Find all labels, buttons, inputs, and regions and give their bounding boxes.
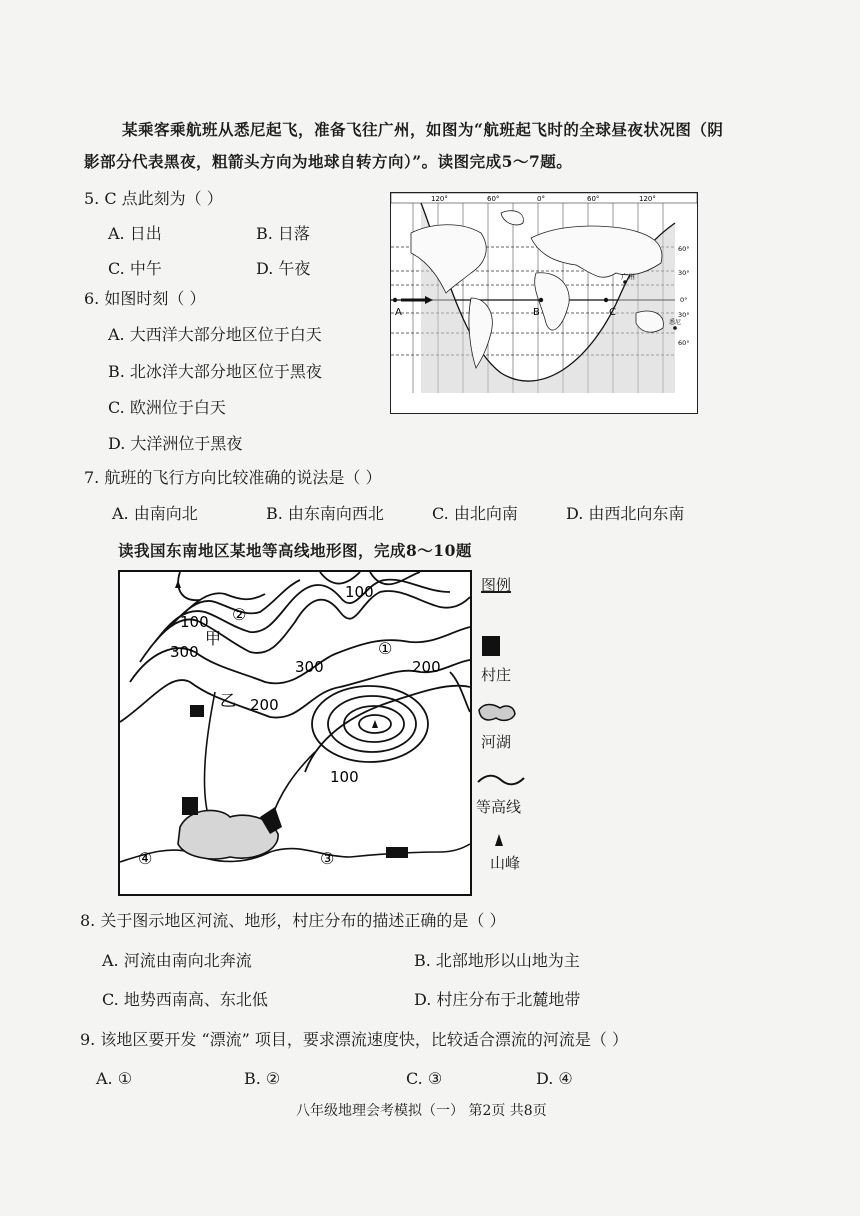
q9-title: 9. 该地区要开发 “漂流” 项目，要求漂流速度快，比较适合漂流的河流是（ ） [80, 1030, 628, 1049]
q5-option-a: A. 日出 [108, 224, 162, 243]
lat-label-60s: 60° [678, 339, 690, 347]
contour-label-100-north: 100 [345, 583, 374, 601]
intro-line-1: 某乘客乘航班从悉尼起飞，准备飞往广州，如图为“航班起飞时的全球昼夜状况图（阴 [122, 120, 724, 139]
point-a-label: A [395, 307, 402, 318]
q6-option-d: D. 大洋洲位于黑夜 [108, 434, 243, 453]
contour-map-svg [120, 572, 470, 894]
village-marker-4 [386, 847, 408, 858]
point-c-label: C [609, 307, 616, 318]
contour-label-300-mid: 300 [295, 658, 324, 676]
q6-option-b: B. 北冰洋大部分地区位于黑夜 [108, 362, 322, 381]
legend-peak-label: 山峰 [490, 854, 521, 872]
q9-option-b: B. ② [244, 1069, 281, 1088]
q5-option-c: C. 中午 [108, 259, 162, 278]
contour-label-200-mid: 200 [250, 696, 279, 714]
q8-option-b: B. 北部地形以山地为主 [414, 951, 580, 970]
legend-peak-icon [493, 832, 505, 848]
lat-label-60n: 60° [678, 245, 690, 253]
intro-line-2: 影部分代表黑夜，粗箭头方向为地球自转方向）”。读图完成5～7题。 [84, 152, 573, 171]
lon-label-60e: 60° [587, 195, 600, 203]
q8-option-c: C. 地势西南高、东北低 [102, 990, 268, 1009]
q5-option-d: D. 午夜 [256, 259, 311, 278]
lat-label-30n: 30° [678, 269, 690, 277]
contour-label-300-west: 300 [170, 643, 199, 661]
lon-label-0: 0° [537, 195, 545, 203]
river-label-3: ③ [320, 849, 335, 868]
place-label-yi: 乙 [220, 691, 237, 710]
river-label-1: ① [378, 639, 393, 658]
legend-village-icon [482, 636, 500, 656]
q6-title: 6. 如图时刻（ ） [84, 289, 206, 308]
q7-option-a: A. 由南向北 [112, 504, 198, 523]
village-marker-2 [182, 797, 198, 815]
lon-label-60w: 60° [487, 195, 500, 203]
legend-lake-icon [476, 700, 518, 724]
q5-option-b: B. 日落 [256, 224, 310, 243]
river-label-2: ② [232, 605, 247, 624]
point-b-label: B [533, 307, 540, 318]
contour-label-100-west: 100 [180, 613, 209, 631]
q7-option-b: B. 由东南向西北 [266, 504, 384, 523]
intro-contour: 读我国东南地区某地等高线地形图，完成8～10题 [118, 541, 472, 560]
page-footer: 八年级地理会考模拟（一） 第2页 共8页 [296, 1103, 547, 1119]
sydney-label: 悉尼 [669, 319, 682, 326]
lat-label-0: 0° [680, 296, 688, 304]
lon-label-120e: 120° [639, 195, 656, 203]
place-label-jia: 甲 [205, 629, 222, 648]
world-day-night-map [390, 192, 698, 414]
point-c-marker [604, 298, 608, 302]
village-marker-1 [190, 705, 204, 717]
legend-village-label: 村庄 [481, 666, 512, 684]
peak-marker-east [372, 720, 378, 728]
river-label-4: ④ [138, 849, 153, 868]
q8-title: 8. 关于图示地区河流、地形，村庄分布的描述正确的是（ ） [80, 911, 506, 930]
contour-label-100-south: 100 [330, 768, 359, 786]
sydney-marker [673, 326, 677, 330]
q9-option-d: D. ④ [536, 1069, 573, 1088]
legend-lake-label: 河湖 [481, 733, 512, 751]
q6-option-a: A. 大西洋大部分地区位于白天 [108, 325, 322, 344]
q5-title: 5. C 点此刻为（ ） [84, 189, 223, 208]
q7-option-d: D. 由西北向东南 [566, 504, 685, 523]
q7-option-c: C. 由北向南 [432, 504, 518, 523]
legend-contour-label: 等高线 [476, 798, 522, 816]
point-a-marker [393, 298, 397, 302]
guangzhou-label: 广州 [621, 273, 635, 281]
q9-option-c: C. ③ [406, 1069, 443, 1088]
peak-marker-nw [175, 580, 181, 588]
point-b-marker [539, 298, 543, 302]
contour-label-200-east: 200 [412, 658, 441, 676]
legend-contour-icon [476, 772, 526, 788]
q6-option-c: C. 欧洲位于白天 [108, 398, 226, 417]
contour-map [118, 570, 472, 896]
world-map-svg [391, 193, 697, 413]
q7-title: 7. 航班的飞行方向比较准确的说法是（ ） [84, 468, 382, 487]
q9-option-a: A. ① [96, 1069, 133, 1088]
legend-title: 图例 [481, 576, 512, 594]
lon-label-120w: 120° [431, 195, 448, 203]
lat-label-30s: 30° [678, 311, 690, 319]
q8-option-d: D. 村庄分布于北麓地带 [414, 990, 581, 1009]
q8-option-a: A. 河流由南向北奔流 [102, 951, 252, 970]
